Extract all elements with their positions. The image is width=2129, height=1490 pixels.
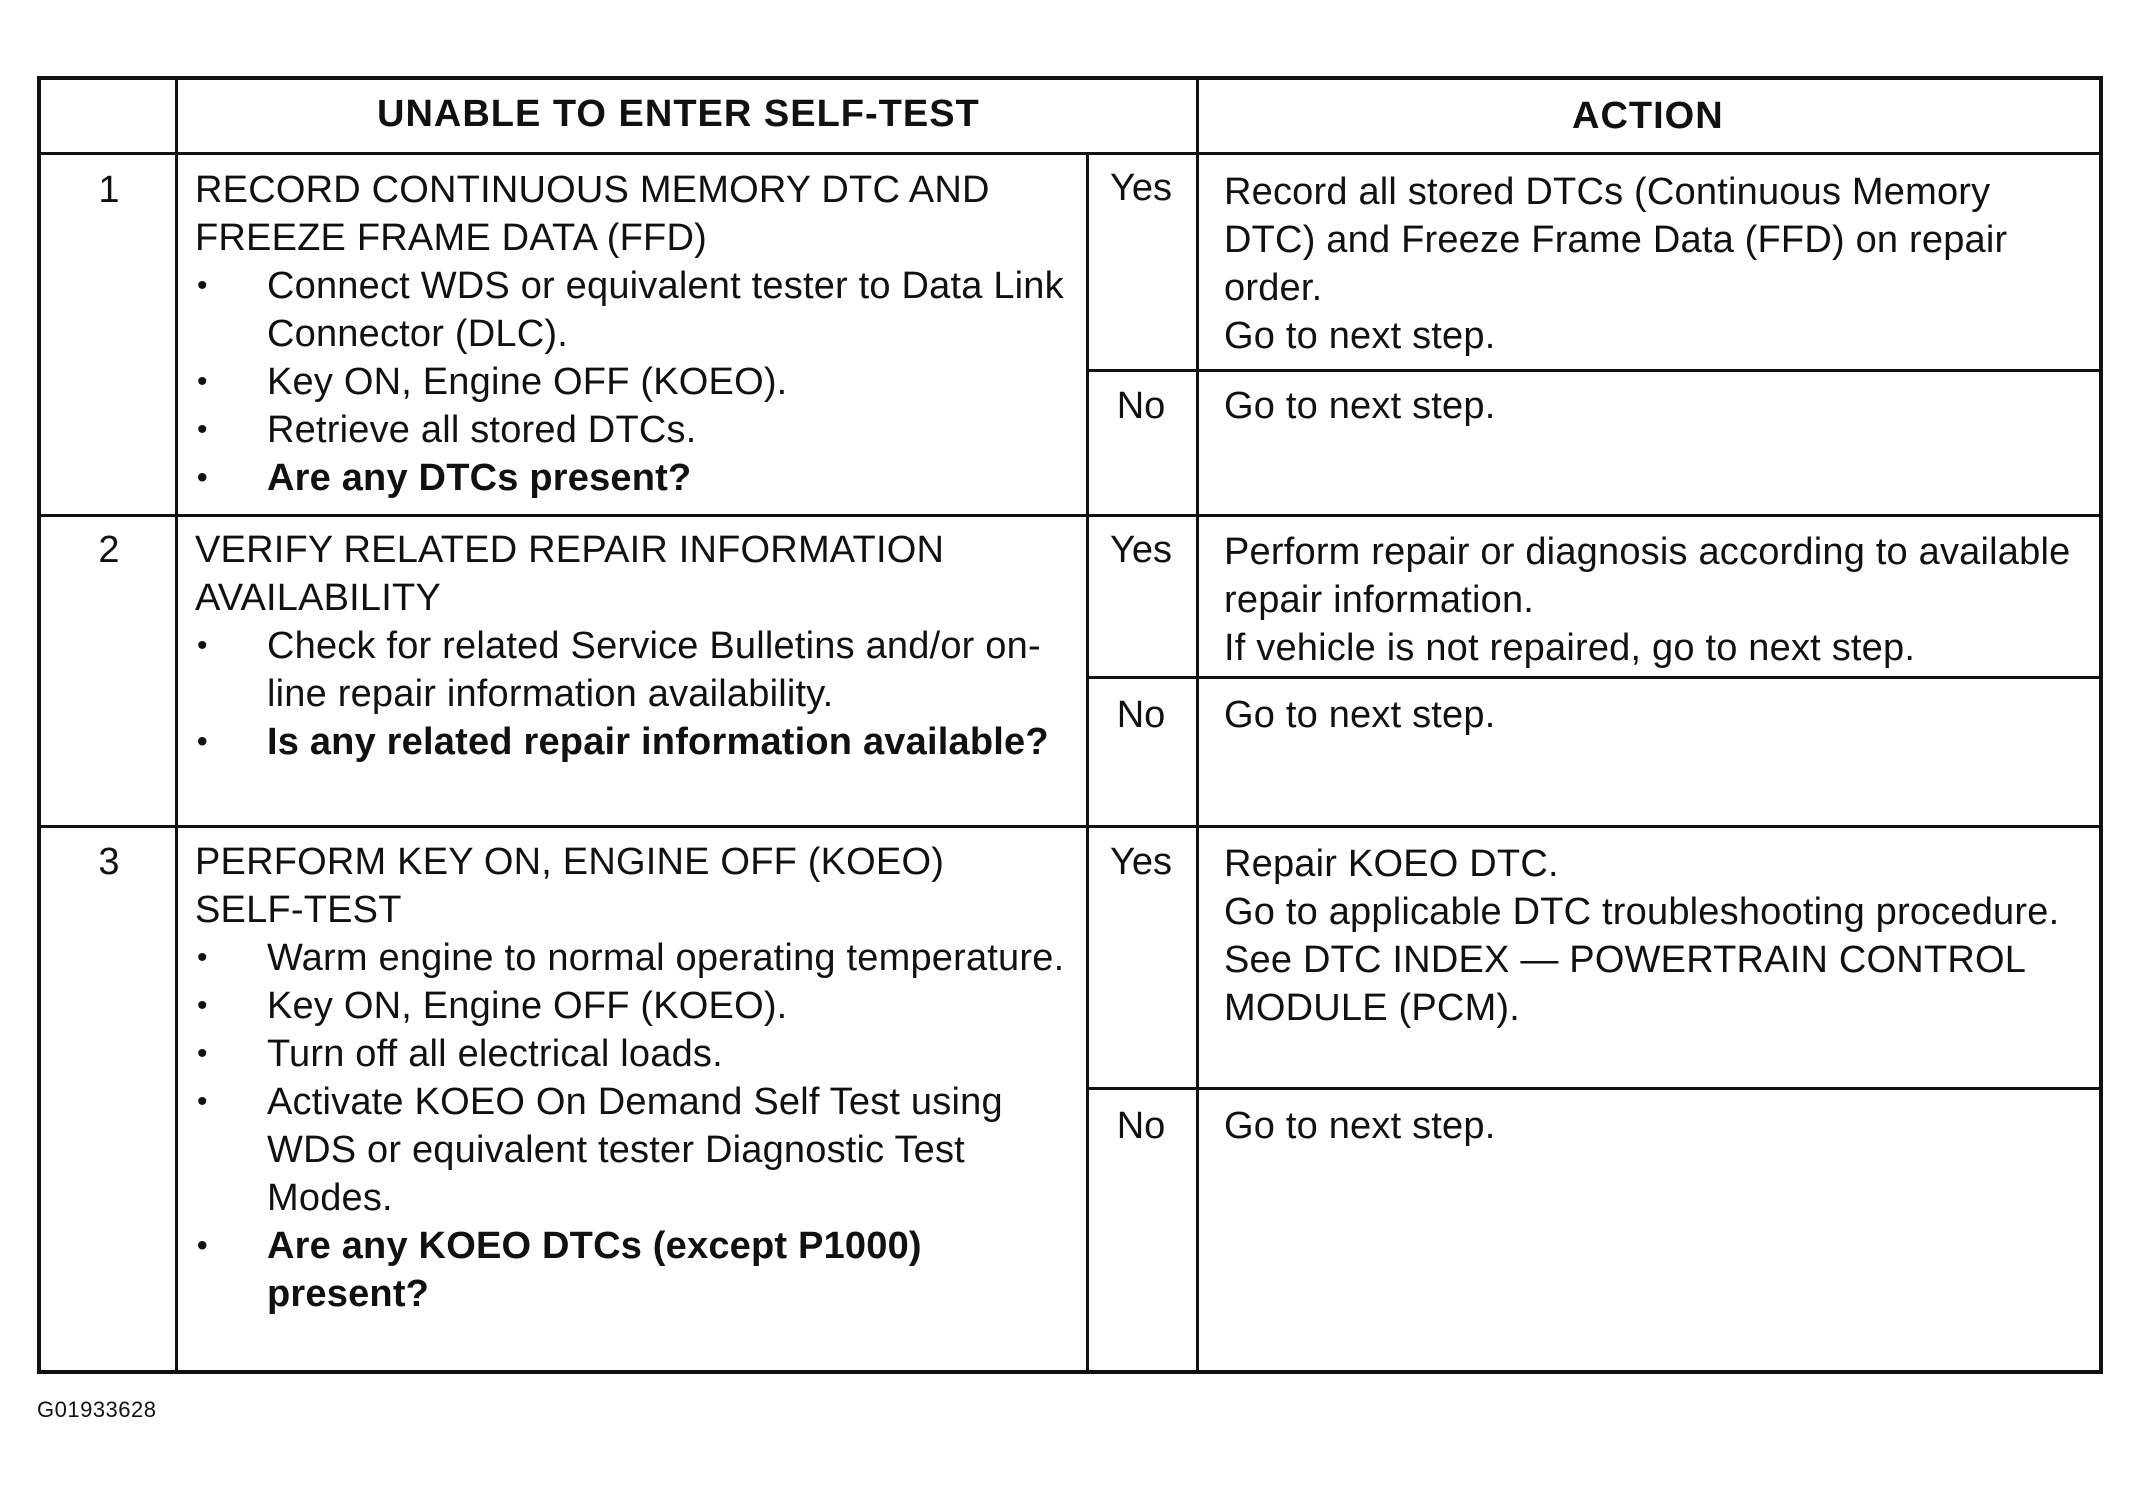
yes-label: Yes	[1110, 529, 1172, 571]
bullet-text: Retrieve all stored DTCs.	[267, 409, 697, 451]
action-line: Perform repair or diagnosis according to available repair information.	[1224, 531, 2071, 621]
step2-yes-no-divider	[1086, 676, 2099, 679]
bullet-item: • Retrieve all stored DTCs.	[197, 409, 697, 451]
step3-yes-no-divider	[1086, 1087, 2099, 1090]
no-label: No	[1116, 385, 1166, 427]
action-header: ACTION	[1572, 95, 1724, 137]
step-number: 2	[98, 529, 120, 571]
action-line: See DTC INDEX — POWERTRAIN CONTROL MODULE (PCM).	[1224, 939, 2025, 1029]
step-bullets	[195, 622, 1065, 766]
step-title-line: FREEZE FRAME DATA (FFD)	[195, 217, 707, 259]
no-label: No	[1116, 694, 1166, 736]
step-number: 3	[98, 841, 120, 883]
no-label: No	[1116, 1105, 1166, 1147]
divider-action	[1196, 80, 1199, 1370]
bullet-question: • Are any DTCs present?	[197, 457, 692, 499]
bullet-item: • Key ON, Engine OFF (KOEO).	[197, 361, 788, 403]
figure-id: G01933628	[37, 1397, 157, 1422]
yes-label: Yes	[1110, 841, 1172, 883]
bullet-question: • Are any KOEO DTCs (except P1000) present?	[197, 1225, 922, 1315]
bullet-text: Check for related Service Bulletins and/or on-line repair information availability.	[267, 625, 1041, 715]
yes-action	[1224, 528, 2084, 672]
step-procedure	[195, 526, 1065, 766]
yes-action	[1224, 840, 2084, 1032]
step-number: 1	[98, 169, 120, 211]
step-title-line: RECORD CONTINUOUS MEMORY DTC AND	[195, 169, 990, 211]
question-text: Are any DTCs present?	[267, 457, 692, 499]
no-action	[1224, 691, 2084, 739]
divider-step-number	[175, 80, 178, 1370]
step-procedure	[195, 838, 1075, 1318]
procedure-header: UNABLE TO ENTER SELF-TEST	[377, 93, 980, 135]
question-text: Are any KOEO DTCs (except P1000) present?	[267, 1225, 922, 1315]
action-line: Record all stored DTCs (Continuous Memory DTC) and Freeze Frame Data (FFD) on repair order.	[1224, 171, 2008, 309]
bullet-item: • Warm engine to normal operating temperature.	[197, 937, 1065, 979]
divider-yes-no	[1086, 152, 1089, 1370]
step-title-line: SELF-TEST	[195, 889, 402, 931]
bullet-item: • Connect WDS or equivalent tester to Data Link Connector (DLC).	[197, 265, 1064, 355]
action-line: Go to next step.	[1224, 1105, 1496, 1147]
step1-divider	[41, 514, 2099, 517]
bullet-item: • Activate KOEO On Demand Self Test using WDS or equivalent tester Diagnostic Test Modes.	[197, 1081, 1003, 1219]
yes-action	[1224, 168, 2084, 360]
bullet-text: Key ON, Engine OFF (KOEO).	[267, 985, 788, 1027]
bullet-item: • Key ON, Engine OFF (KOEO).	[197, 985, 788, 1027]
step1-yes-no-divider	[1086, 369, 2099, 372]
action-line: Go to applicable DTC troubleshooting procedure.	[1224, 891, 2060, 933]
yes-label: Yes	[1110, 167, 1172, 209]
bullet-text: Key ON, Engine OFF (KOEO).	[267, 361, 788, 403]
step-title-line: AVAILABILITY	[195, 577, 441, 619]
action-line: Go to next step.	[1224, 694, 1496, 736]
header-divider	[41, 152, 2099, 155]
bullet-text: Activate KOEO On Demand Self Test using WDS or equivalent tester Diagnostic Test Modes.	[267, 1081, 1003, 1219]
bullet-text: Warm engine to normal operating temperature.	[267, 937, 1065, 979]
question-text: Is any related repair information available?	[267, 721, 1049, 763]
bullet-text: Turn off all electrical loads.	[267, 1033, 723, 1075]
bullet-text: Connect WDS or equivalent tester to Data Link Connector (DLC).	[267, 265, 1064, 355]
action-line: Go to next step.	[1224, 315, 1496, 357]
no-action	[1224, 382, 2084, 430]
step-bullets	[195, 934, 1075, 1318]
step-title-line: VERIFY RELATED REPAIR INFORMATION	[195, 529, 945, 571]
diagnostic-table	[37, 76, 2103, 1374]
step-bullets	[195, 262, 1075, 502]
bullet-question: • Is any related repair information available?	[197, 721, 1049, 763]
action-line: If vehicle is not repaired, go to next step.	[1224, 627, 1916, 669]
step2-divider	[41, 825, 2099, 828]
action-line: Go to next step.	[1224, 385, 1496, 427]
action-line: Repair KOEO DTC.	[1224, 843, 1559, 885]
bullet-item: • Check for related Service Bulletins and/or on-line repair information availability.	[197, 625, 1041, 715]
step-title-line: PERFORM KEY ON, ENGINE OFF (KOEO)	[195, 841, 945, 883]
no-action	[1224, 1102, 2084, 1150]
bullet-item: • Turn off all electrical loads.	[197, 1033, 723, 1075]
step-procedure	[195, 166, 1075, 502]
